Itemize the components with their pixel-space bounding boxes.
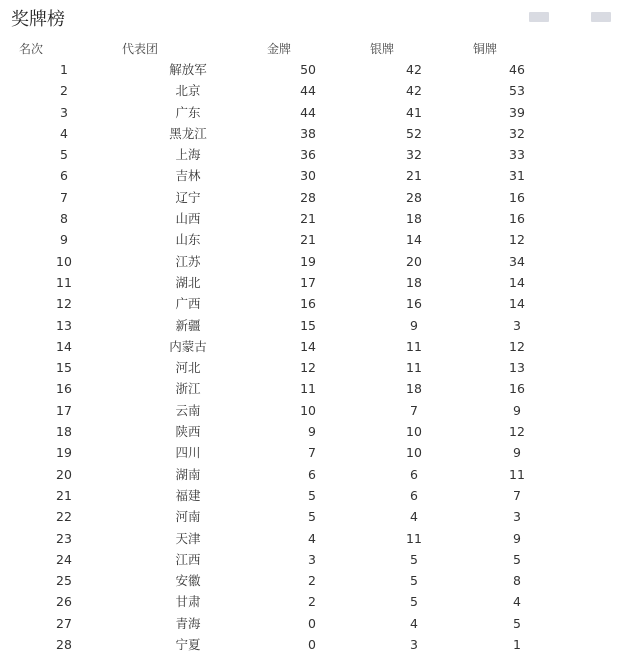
cell-team: 广西 <box>175 296 201 312</box>
cell-silver: 3 <box>410 637 418 653</box>
cell-gold: 15 <box>300 317 316 333</box>
cell-rank: 11 <box>56 274 72 290</box>
cell-bronze: 4 <box>513 594 521 610</box>
cell-bronze: 5 <box>513 551 521 567</box>
cell-bronze: 32 <box>509 125 525 141</box>
blurred-control-icon[interactable] <box>529 12 549 22</box>
cell-bronze: 9 <box>513 530 521 546</box>
cell-rank: 3 <box>60 104 68 120</box>
cell-bronze: 46 <box>509 62 525 77</box>
cell-silver: 14 <box>406 232 422 248</box>
cell-gold: 6 <box>308 466 316 482</box>
cell-gold: 44 <box>300 83 316 99</box>
table-row <box>0 145 640 166</box>
cell-rank: 12 <box>56 296 72 312</box>
cell-bronze: 39 <box>509 104 525 120</box>
cell-rank: 4 <box>60 125 68 141</box>
cell-rank: 6 <box>60 168 68 184</box>
cell-bronze: 9 <box>513 445 521 461</box>
cell-gold: 0 <box>308 637 316 653</box>
table-row <box>0 358 640 379</box>
table-row <box>0 166 640 187</box>
table-row <box>0 252 640 273</box>
cell-gold: 21 <box>300 211 316 227</box>
cell-gold: 44 <box>300 104 316 120</box>
page-title: 奖牌榜 <box>11 9 65 30</box>
cell-gold: 30 <box>300 168 316 184</box>
cell-rank: 9 <box>60 232 68 248</box>
cell-silver: 41 <box>406 104 422 120</box>
cell-bronze: 3 <box>513 317 521 333</box>
cell-bronze: 31 <box>509 168 525 184</box>
cell-silver: 11 <box>406 360 422 376</box>
cell-gold: 7 <box>308 445 316 461</box>
cell-bronze: 14 <box>509 296 525 312</box>
cell-rank: 21 <box>56 487 72 503</box>
table-row <box>0 337 640 358</box>
cell-gold: 36 <box>300 147 316 163</box>
cell-rank: 14 <box>56 338 72 354</box>
cell-rank: 20 <box>56 466 72 482</box>
cell-team: 山东 <box>175 232 201 248</box>
cell-team: 安徽 <box>175 573 201 589</box>
cell-bronze: 5 <box>513 615 521 631</box>
cell-gold: 5 <box>308 487 316 503</box>
cell-gold: 50 <box>300 62 316 77</box>
header-team[interactable]: 代表团 <box>122 42 159 56</box>
cell-gold: 14 <box>300 338 316 354</box>
cell-rank: 23 <box>56 530 72 546</box>
cell-silver: 11 <box>406 338 422 354</box>
cell-gold: 4 <box>308 530 316 546</box>
cell-team: 天津 <box>175 530 201 546</box>
cell-gold: 17 <box>300 274 316 290</box>
table-row <box>0 571 640 592</box>
cell-rank: 7 <box>60 189 68 205</box>
cell-bronze: 8 <box>513 573 521 589</box>
table-row <box>0 273 640 294</box>
cell-gold: 19 <box>300 253 316 269</box>
cell-rank: 15 <box>56 360 72 376</box>
cell-bronze: 34 <box>509 253 525 269</box>
cell-bronze: 11 <box>509 466 525 482</box>
cell-bronze: 7 <box>513 487 521 503</box>
cell-silver: 4 <box>410 615 418 631</box>
cell-silver: 28 <box>406 189 422 205</box>
table-row <box>0 209 640 230</box>
cell-team: 湖南 <box>175 466 201 482</box>
cell-bronze: 1 <box>513 637 521 653</box>
cell-silver: 5 <box>410 551 418 567</box>
cell-gold: 12 <box>300 360 316 376</box>
table-row <box>0 592 640 613</box>
cell-rank: 26 <box>56 594 72 610</box>
cell-bronze: 12 <box>509 338 525 354</box>
cell-silver: 18 <box>406 274 422 290</box>
cell-bronze: 53 <box>509 83 525 99</box>
cell-rank: 19 <box>56 445 72 461</box>
cell-gold: 28 <box>300 189 316 205</box>
cell-rank: 27 <box>56 615 72 631</box>
cell-bronze: 9 <box>513 402 521 418</box>
cell-silver: 4 <box>410 509 418 525</box>
cell-gold: 3 <box>308 551 316 567</box>
cell-rank: 2 <box>60 83 68 99</box>
cell-rank: 5 <box>60 147 68 163</box>
cell-rank: 10 <box>56 253 72 269</box>
cell-team: 山西 <box>175 211 201 227</box>
cell-team: 湖北 <box>175 274 201 290</box>
table-row <box>0 465 640 486</box>
cell-silver: 11 <box>406 530 422 546</box>
cell-team: 云南 <box>175 402 201 418</box>
cell-silver: 5 <box>410 594 418 610</box>
cell-gold: 10 <box>300 402 316 418</box>
table-row <box>0 614 640 635</box>
cell-team: 内蒙古 <box>169 338 207 354</box>
table-row <box>0 103 640 124</box>
cell-silver: 9 <box>410 317 418 333</box>
cell-gold: 0 <box>308 615 316 631</box>
cell-bronze: 16 <box>509 189 525 205</box>
cell-team: 四川 <box>175 445 201 461</box>
cell-team: 上海 <box>175 147 201 163</box>
cell-gold: 16 <box>300 296 316 312</box>
cell-team: 北京 <box>175 83 201 99</box>
cell-bronze: 12 <box>509 232 525 248</box>
cell-silver: 6 <box>410 466 418 482</box>
header-rank[interactable]: 名次 <box>19 42 44 56</box>
table-row <box>0 188 640 209</box>
blurred-control-icon[interactable] <box>591 12 611 22</box>
cell-silver: 20 <box>406 253 422 269</box>
cell-bronze: 13 <box>509 360 525 376</box>
cell-silver: 10 <box>406 424 422 440</box>
cell-team: 青海 <box>175 615 201 631</box>
cell-team: 福建 <box>175 487 201 503</box>
table-row <box>0 550 640 571</box>
cell-silver: 10 <box>406 445 422 461</box>
cell-team: 辽宁 <box>175 189 201 205</box>
table-row <box>0 316 640 337</box>
medal-table-body <box>0 60 640 656</box>
table-header <box>0 40 640 58</box>
cell-team: 甘肃 <box>175 594 201 610</box>
table-row <box>0 486 640 507</box>
cell-team: 解放军 <box>169 62 207 77</box>
cell-bronze: 33 <box>509 147 525 163</box>
cell-silver: 5 <box>410 573 418 589</box>
cell-rank: 8 <box>60 211 68 227</box>
cell-silver: 18 <box>406 211 422 227</box>
cell-bronze: 3 <box>513 509 521 525</box>
table-row <box>0 294 640 315</box>
cell-team: 宁夏 <box>175 637 201 653</box>
cell-gold: 21 <box>300 232 316 248</box>
table-row <box>0 443 640 464</box>
header-gold[interactable]: 金牌 <box>267 42 292 56</box>
cell-silver: 18 <box>406 381 422 397</box>
cell-bronze: 16 <box>509 381 525 397</box>
cell-silver: 16 <box>406 296 422 312</box>
cell-rank: 18 <box>56 424 72 440</box>
table-row <box>0 635 640 656</box>
table-row <box>0 81 640 102</box>
cell-gold: 5 <box>308 509 316 525</box>
cell-bronze: 16 <box>509 211 525 227</box>
header-bronze[interactable]: 铜牌 <box>473 42 498 56</box>
table-row <box>0 124 640 145</box>
cell-team: 江苏 <box>175 253 201 269</box>
cell-rank: 24 <box>56 551 72 567</box>
cell-team: 浙江 <box>175 381 201 397</box>
table-row <box>0 529 640 550</box>
cell-gold: 11 <box>300 381 316 397</box>
cell-gold: 2 <box>308 594 316 610</box>
cell-rank: 28 <box>56 637 72 653</box>
table-row <box>0 60 640 81</box>
cell-team: 黑龙江 <box>169 125 207 141</box>
cell-silver: 42 <box>406 83 422 99</box>
cell-gold: 2 <box>308 573 316 589</box>
cell-bronze: 12 <box>509 424 525 440</box>
cell-silver: 52 <box>406 125 422 141</box>
header-silver[interactable]: 银牌 <box>370 42 395 56</box>
table-row <box>0 230 640 251</box>
cell-silver: 7 <box>410 402 418 418</box>
cell-team: 江西 <box>175 551 201 567</box>
table-row <box>0 379 640 400</box>
cell-silver: 6 <box>410 487 418 503</box>
cell-silver: 21 <box>406 168 422 184</box>
cell-rank: 25 <box>56 573 72 589</box>
table-row <box>0 401 640 422</box>
cell-rank: 17 <box>56 402 72 418</box>
cell-rank: 22 <box>56 509 72 525</box>
cell-gold: 38 <box>300 125 316 141</box>
cell-team: 河南 <box>175 509 201 525</box>
cell-rank: 1 <box>60 62 68 77</box>
cell-team: 广东 <box>175 104 201 120</box>
cell-rank: 16 <box>56 381 72 397</box>
table-row <box>0 507 640 528</box>
cell-silver: 32 <box>406 147 422 163</box>
cell-bronze: 14 <box>509 274 525 290</box>
table-row <box>0 422 640 443</box>
cell-silver: 42 <box>406 62 422 77</box>
cell-team: 新疆 <box>175 317 201 333</box>
cell-rank: 13 <box>56 317 72 333</box>
cell-team: 河北 <box>175 360 201 376</box>
cell-gold: 9 <box>308 424 316 440</box>
cell-team: 吉林 <box>175 168 201 184</box>
cell-team: 陕西 <box>175 424 201 440</box>
